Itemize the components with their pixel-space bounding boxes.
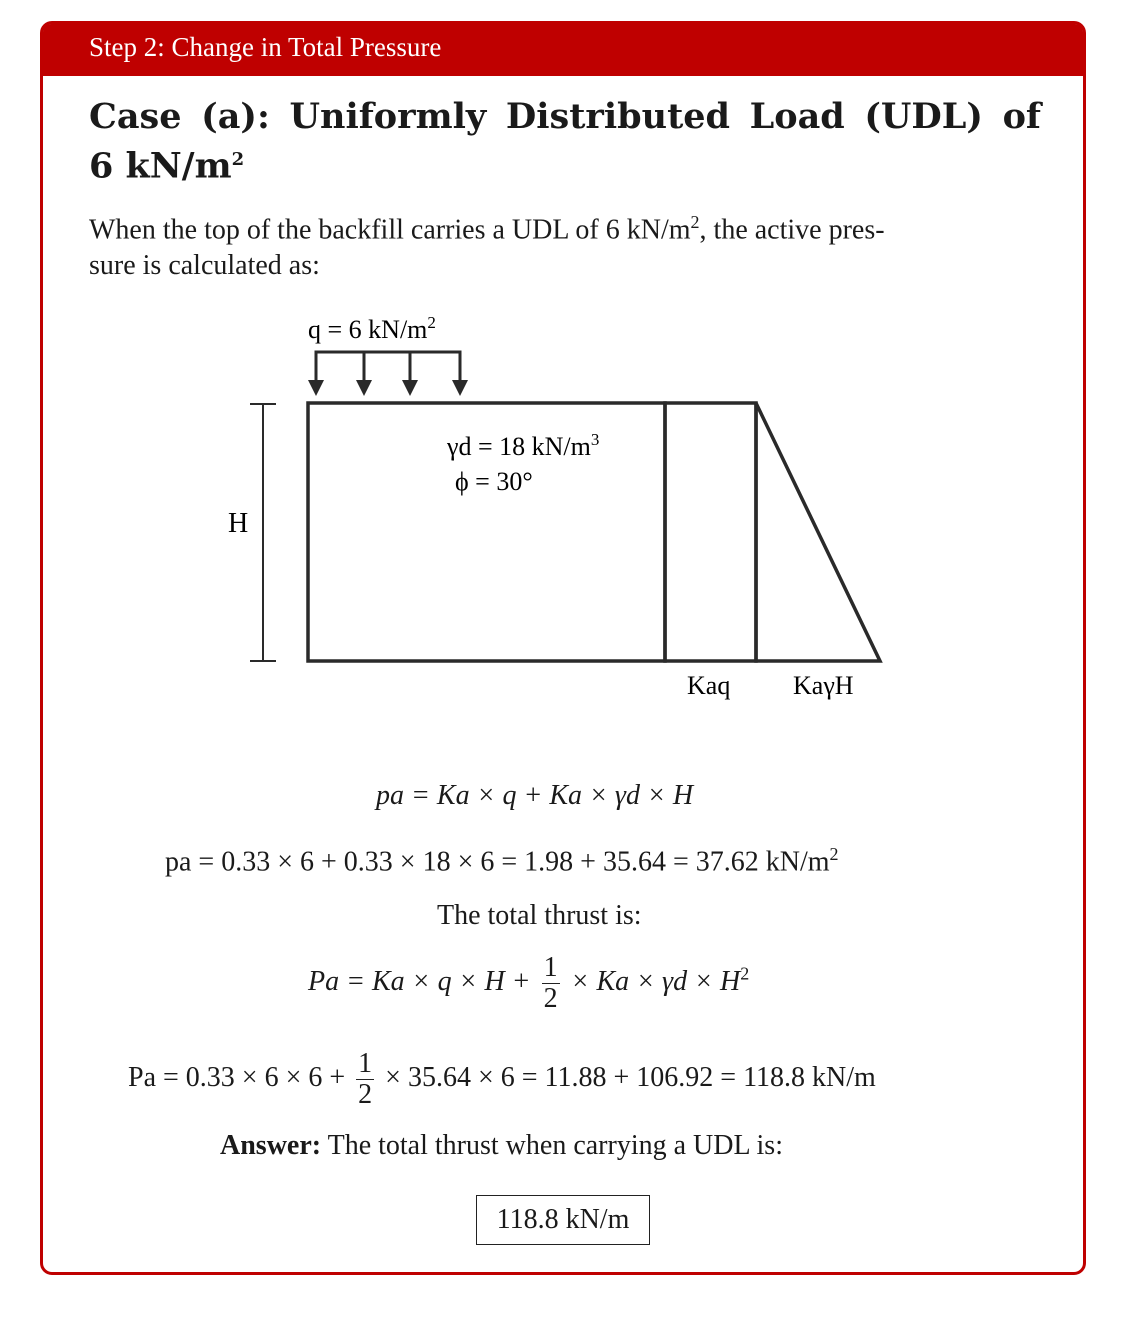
answer-line (220, 1130, 783, 1162)
answer-label: Answer: (220, 1130, 322, 1161)
boxed-answer: 118.8 kN/m (476, 1195, 650, 1245)
phi-label: ϕ = 30° (455, 467, 533, 496)
kagh-pressure-triangle (756, 403, 880, 661)
heading-word: Uniformly (289, 96, 487, 137)
gamma-label: γd = 18 $kN/m^3$ (447, 430, 600, 461)
equation-2: pa = 0.33 × 6 + 0.33 × 18 × 6 = 1.98 + 35.64 = 37.62 $kN/m^2$ (165, 844, 839, 878)
arrow-heads (308, 380, 468, 396)
thrust-intro: The total thrust is: (437, 900, 642, 931)
kaq-pressure-block (665, 403, 756, 661)
udl-arrows (316, 352, 460, 390)
height-dimension (250, 404, 276, 661)
heading-word: (a): (201, 96, 270, 137)
heading-word: of (1002, 96, 1041, 137)
fraction-half: $\frac{1}{2}$ (543, 952, 558, 1014)
heading-unit-sup: 2 (231, 149, 245, 170)
step-title: Step 2: Change in Total Pressure (89, 32, 442, 62)
intro-text-2: , the active pres- (699, 214, 885, 246)
intro-text-3: sure is calculated as: (89, 250, 320, 282)
equation-1: pa = Ka × q + Ka × γd × H (376, 780, 694, 811)
heading-unit: 6 kN/m (89, 145, 232, 187)
heading-word: (UDL) (864, 96, 983, 137)
fraction-half: $\frac{1}{2}$ (358, 1048, 373, 1110)
height-label: H (228, 508, 249, 539)
intro-sup: 2 (690, 212, 700, 232)
answer-text: The total thrust when carrying a UDL is: (321, 1130, 783, 1161)
load-label: q = 6 $kN/m^2$ (308, 313, 436, 344)
intro-text-1: When the top of the backfill carries a UDL of 6 kN/m (89, 214, 691, 246)
equation-3: Pa = Ka × q × H + $\frac{1}{2}$ × $Ka \times \gamma d \times H^2$ (308, 952, 750, 1014)
heading-word: Distributed (505, 96, 730, 137)
heading-word: Case (89, 96, 182, 137)
equation-4: Pa = 0.33 × 6 × 6 + $\frac{1}{2}$ × 35.64 × 6 = 11.88 + 106.92 = 118.8 kN/m (128, 1048, 876, 1110)
kagh-label: KaγH (793, 671, 854, 700)
kaq-label: Kaq (687, 671, 731, 700)
heading-word: Load (749, 96, 845, 137)
